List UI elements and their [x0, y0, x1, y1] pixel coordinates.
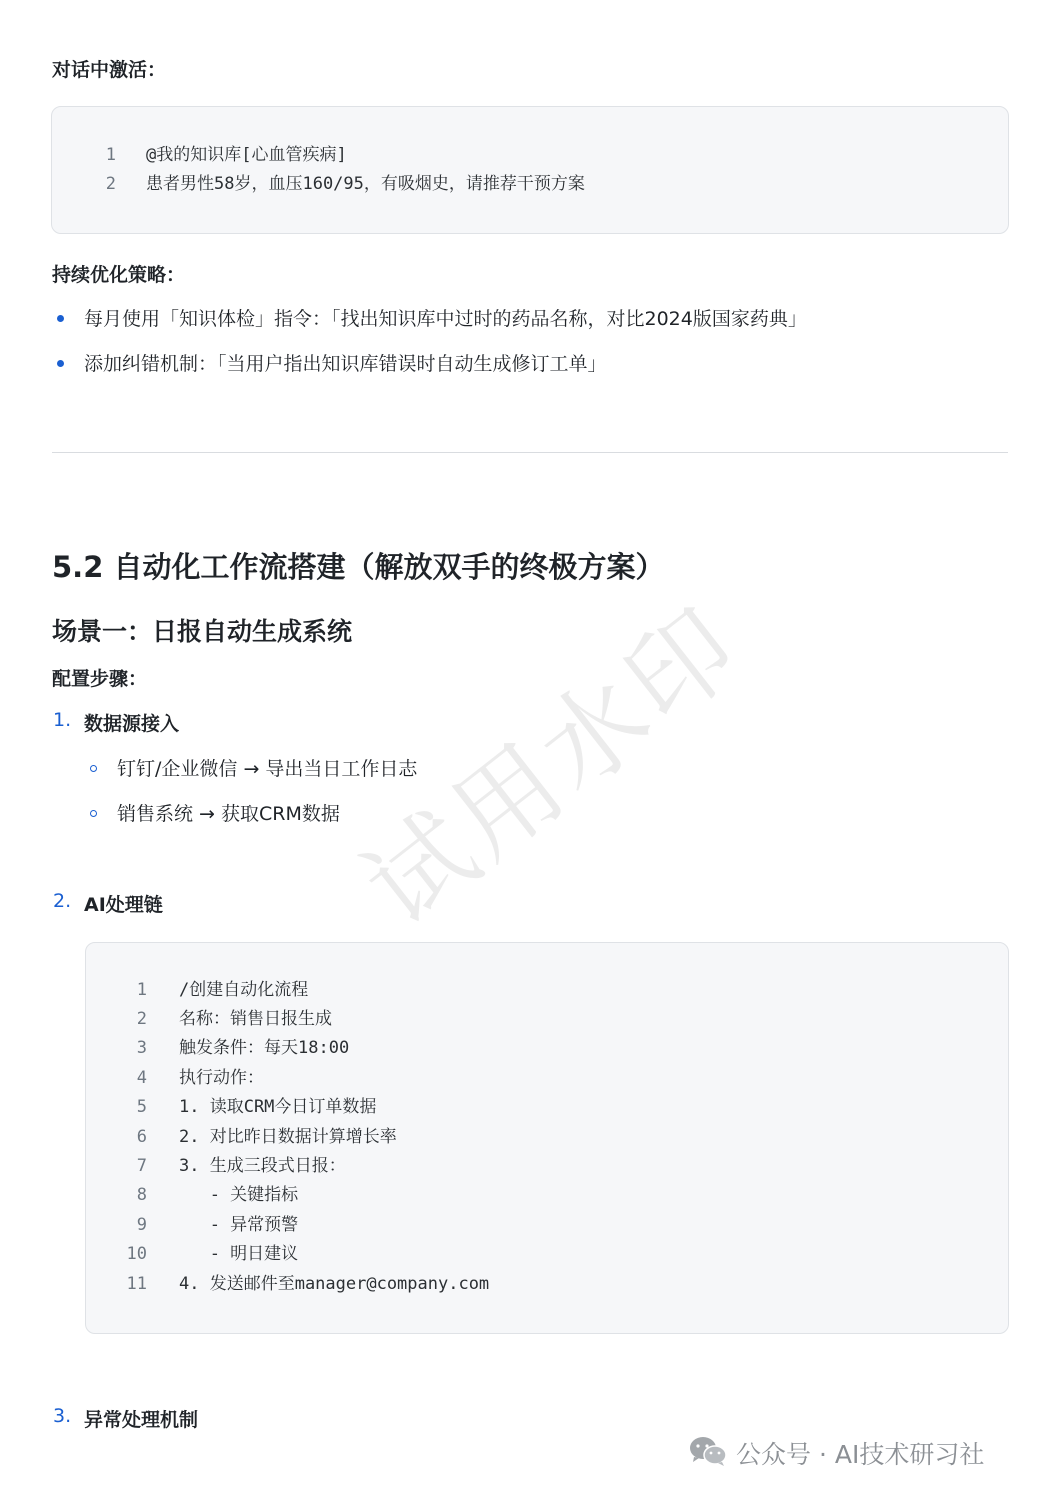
bullet-icon: [57, 360, 64, 367]
footer-text: 公众号 · AI技术研习社: [736, 1440, 985, 1469]
footer-credit: [688, 1435, 984, 1471]
step-title: 数据源接入: [84, 713, 180, 735]
code-line: 2 名称：销售日报生成: [136, 1009, 332, 1029]
code-line: 10 - 明日建议: [126, 1244, 299, 1264]
list-item: 销售系统 → 获取CRM数据: [117, 803, 340, 825]
code-line: 4 执行动作：: [136, 1068, 264, 1088]
code-line: 1 @我的知识库[心血管疾病]: [105, 145, 347, 165]
sub-bullet-icon: [90, 810, 97, 817]
code-line: 11 4. 发送邮件至manager@company.com: [126, 1274, 490, 1294]
sub-bullet-icon: [90, 765, 97, 772]
code-line: 9 - 异常预警: [136, 1215, 299, 1235]
section-divider: [52, 452, 1008, 453]
step-number: 1.: [53, 709, 72, 731]
code-line: 7 3. 生成三段式日报：: [136, 1156, 346, 1176]
code-line: 8 - 关键指标: [136, 1185, 299, 1205]
step-number: 2.: [53, 890, 72, 912]
bullet-icon: [57, 315, 64, 322]
optimize-label: 持续优化策略：: [52, 264, 186, 286]
code-line: 2 患者男性58岁，血压160/95，有吸烟史，请推荐干预方案: [105, 174, 585, 194]
code-block-activate: [51, 106, 1009, 234]
code-line: 6 2. 对比昨日数据计算增长率: [136, 1127, 397, 1147]
wechat-icon: [688, 1435, 728, 1471]
list-item: 添加纠错机制：「当用户指出知识库错误时自动生成修订工单」: [84, 353, 607, 375]
watermark: 试用水印: [342, 582, 765, 950]
section-heading: 5.2 自动化工作流搭建（解放双手的终极方案）: [52, 550, 665, 584]
code-block-workflow: [85, 942, 1009, 1334]
step-title: 异常处理机制: [84, 1409, 199, 1431]
step-title: AI处理链: [84, 894, 163, 916]
list-item: 钉钉/企业微信 → 导出当日工作日志: [117, 758, 418, 780]
subsection-heading: 场景一：日报自动生成系统: [52, 617, 353, 646]
config-label: 配置步骤：: [52, 668, 148, 690]
code-line: 5 1. 读取CRM今日订单数据: [136, 1097, 377, 1117]
code-line: 1 /创建自动化流程: [136, 980, 309, 1000]
list-item: 每月使用「知识体检」指令：「找出知识库中过时的药品名称，对比2024版国家药典」: [84, 308, 807, 330]
code-line: 3 触发条件：每天18:00: [136, 1038, 350, 1058]
activate-label: 对话中激活：: [52, 59, 167, 81]
step-number: 3.: [53, 1405, 72, 1427]
